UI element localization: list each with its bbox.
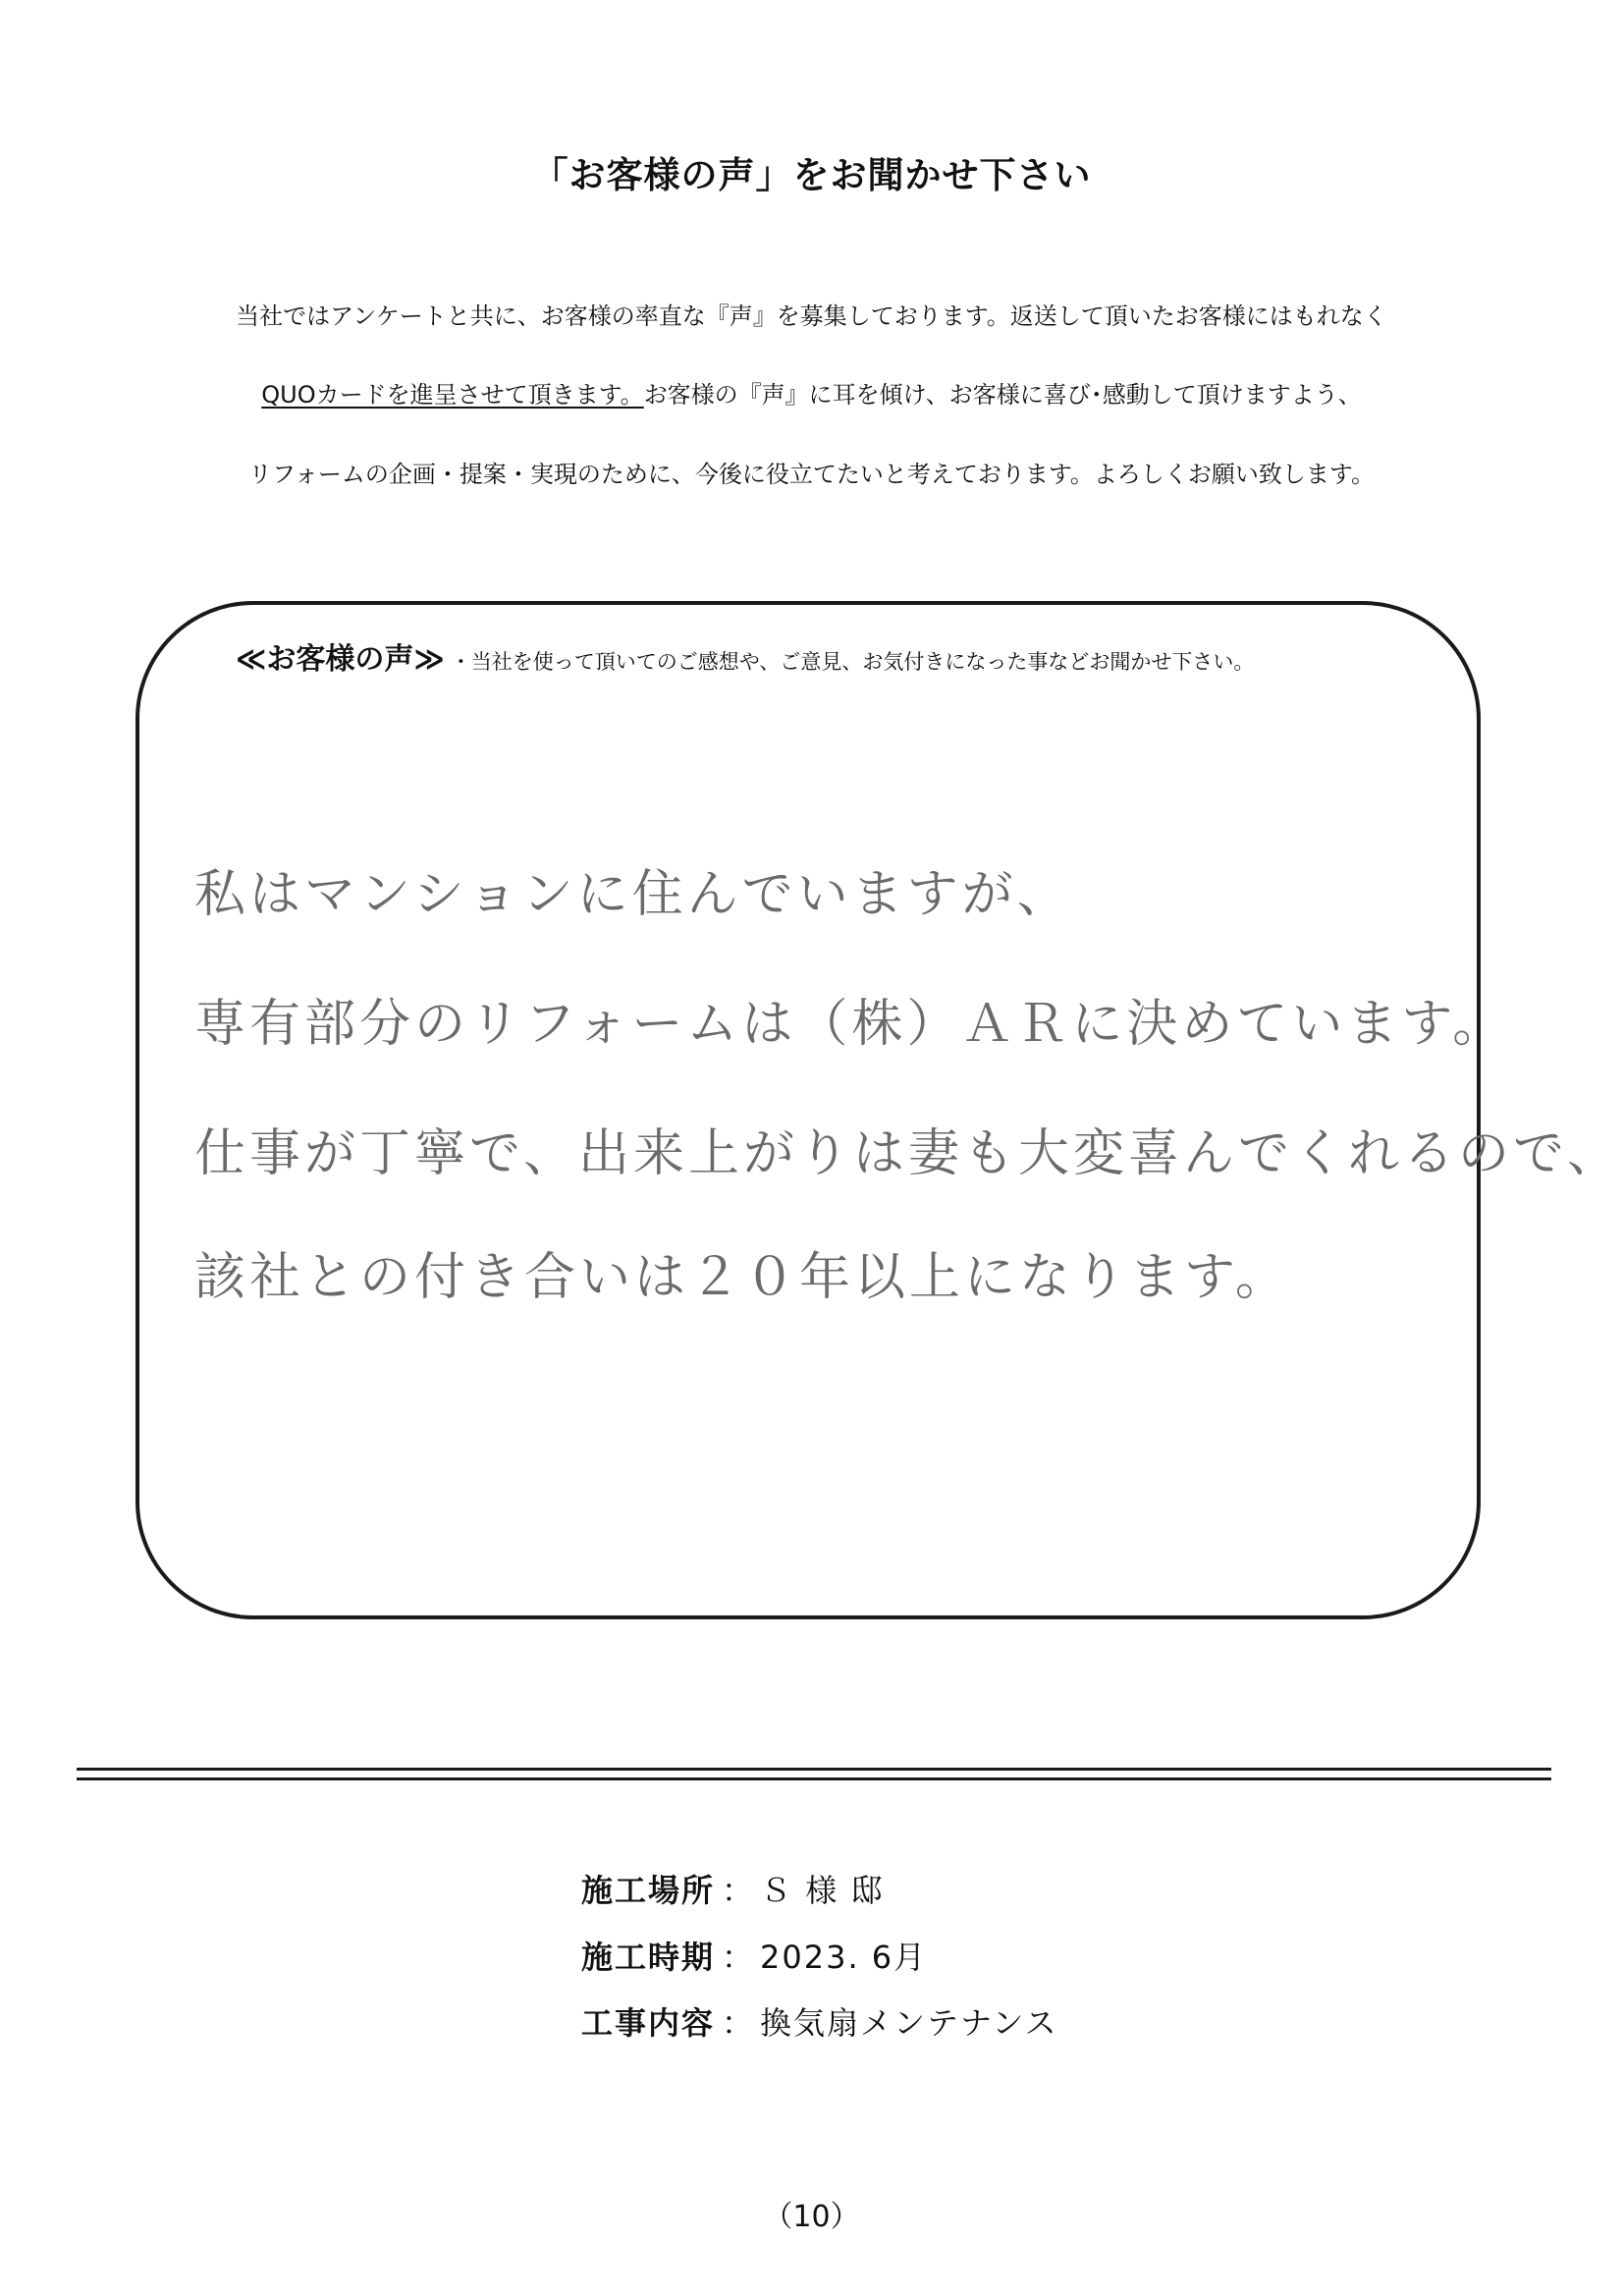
page-number: （10） — [763, 2200, 860, 2234]
info-row-period — [581, 1933, 927, 1978]
separator: ： — [722, 1939, 754, 1976]
page-title: 「お客様の声」をお聞かせ下さい — [531, 154, 1092, 196]
comment-line-3: 仕事が丁寧で、出来上がりは妻も大変喜んでくれるので、 — [194, 1124, 1622, 1183]
work-label: 工事内容 — [581, 2004, 716, 2042]
comment-line-4: 該社との付き合いは２０年以上になります。 — [194, 1248, 1290, 1307]
separator: ： — [722, 2004, 754, 2042]
location-label: 施工場所 — [581, 1872, 716, 1909]
quo-card-note: QUOカードを進呈させて頂きます。 — [261, 381, 644, 409]
voice-box-title: ≪お客様の声≫ — [236, 642, 445, 677]
info-row-location — [581, 1866, 884, 1911]
location-value: Ｓ 様 邸 — [760, 1872, 885, 1909]
voice-box-header — [236, 634, 1254, 678]
comment-line-2: 専有部分のリフォームは（株）ＡＲに決めています。 — [194, 995, 1508, 1054]
intro-line-3: リフォームの企画・提案・実現のために、今後に役立てたいと考えております。よろしくお願い致します。 — [248, 461, 1375, 488]
period-value: 2023. 6月 — [760, 1939, 928, 1976]
divider-bottom — [77, 1777, 1551, 1780]
intro-line-2-rest: お客様の『声』に耳を傾け、お客様に喜び･感動して頂けますよう、 — [643, 381, 1362, 409]
separator: ： — [722, 1872, 754, 1909]
intro-line-2 — [0, 375, 1623, 410]
work-value: 換気扇メンテナンス — [760, 2004, 1058, 2042]
comment-line-1: 私はマンションに住んでいますが、 — [194, 865, 1072, 924]
info-row-work — [581, 1998, 1057, 2044]
divider-top — [77, 1768, 1551, 1771]
customer-voice-box — [135, 601, 1481, 1619]
voice-box-instructions: ・当社を使って頂いてのご感想や、ご意見、お気付きになった事などお聞かせ下さい。 — [450, 650, 1255, 674]
intro-line-1: 当社ではアンケートと共に、お客様の率直な『声』を募集しております。返送して頂いたお客様にはもれなく — [236, 302, 1387, 330]
period-label: 施工時期 — [581, 1939, 716, 1976]
